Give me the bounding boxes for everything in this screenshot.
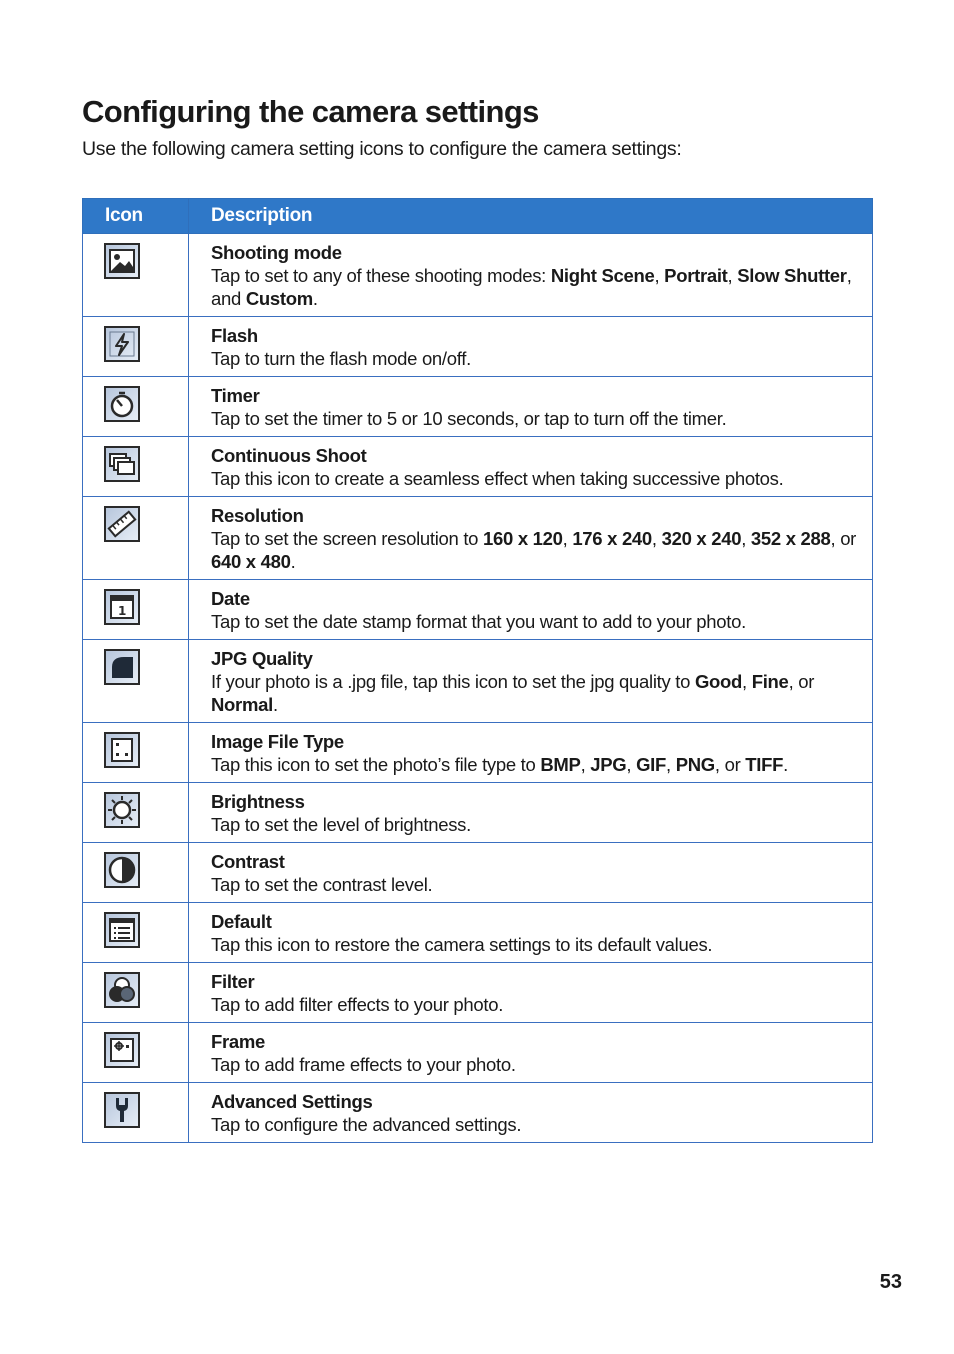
setting-description (211, 407, 862, 430)
flash-icon (104, 326, 140, 362)
svg-text:1: 1 (118, 604, 127, 618)
setting-name: Resolution (211, 505, 304, 526)
setting-name: Advanced Settings (211, 1091, 373, 1112)
description-text: If your photo is a .jpg file, tap this icon to set the jpg quality to (211, 671, 695, 692)
option-value: Custom (245, 288, 313, 309)
option-value: Good (694, 671, 743, 692)
setting-description (211, 993, 862, 1016)
description-cell (189, 317, 873, 377)
description-cell (189, 783, 873, 843)
option-value: Night Scene (550, 265, 655, 286)
description-text: Tap to set the timer to 5 or 10 seconds, or tap to turn off the timer. (211, 408, 727, 429)
description-text: Tap to set the date stamp format that you want to add to your photo. (211, 611, 746, 632)
frame-icon (104, 1032, 140, 1068)
icon-cell (83, 640, 189, 723)
setting-name: Date (211, 588, 250, 609)
description-cell (189, 1083, 873, 1143)
icon-cell (83, 497, 189, 580)
description-text: , (580, 754, 591, 775)
brightness-icon (104, 792, 140, 828)
option-value: Fine (751, 671, 789, 692)
page-number: 53 (879, 1271, 902, 1293)
setting-name: Contrast (211, 851, 285, 872)
icon-cell (83, 783, 189, 843)
option-value: 320 x 240 (661, 528, 742, 549)
description-text: , (626, 754, 637, 775)
filter-icon (104, 972, 140, 1008)
setting-description (211, 347, 862, 370)
setting-name: Timer (211, 385, 260, 406)
table-row (83, 963, 873, 1023)
description-cell (189, 437, 873, 497)
description-cell (189, 640, 873, 723)
description-text: , (742, 671, 752, 692)
setting-name: Shooting mode (211, 242, 342, 263)
camera-settings-table (82, 198, 873, 1143)
description-cell (189, 963, 873, 1023)
setting-description (211, 1113, 862, 1136)
option-value: GIF (636, 754, 667, 775)
table-row (83, 640, 873, 723)
option-value: BMP (540, 754, 581, 775)
setting-name: Default (211, 911, 272, 932)
option-value: 640 x 480 (211, 551, 291, 572)
description-text: , (741, 528, 751, 549)
description-text: , and (211, 265, 852, 309)
table-row (83, 580, 873, 640)
description-cell (189, 843, 873, 903)
description-text: , or (788, 671, 815, 692)
contrast-icon (104, 852, 140, 888)
page-intro: Use the following camera setting icons to configure the camera settings: (82, 138, 682, 160)
resolution-icon (104, 506, 140, 542)
shooting-mode-icon (104, 243, 140, 279)
description-text: . (783, 754, 788, 775)
setting-name: Flash (211, 325, 258, 346)
description-text: Tap to set to any of these shooting modes: (211, 265, 551, 286)
icon-cell (83, 1023, 189, 1083)
description-text: Tap to add filter effects to your photo. (211, 994, 504, 1015)
description-text: Tap to set the level of brightness. (211, 814, 471, 835)
icon-cell (83, 234, 189, 317)
description-text: , (654, 265, 665, 286)
table-header-row (83, 199, 873, 234)
setting-name: JPG Quality (211, 648, 313, 669)
description-text: , or (830, 528, 857, 549)
description-cell (189, 234, 873, 317)
icon-cell (83, 843, 189, 903)
date-icon (104, 589, 140, 625)
description-cell (189, 1023, 873, 1083)
table-body (83, 234, 873, 1143)
description-text: Tap to set the contrast level. (211, 874, 433, 895)
setting-name: Frame (211, 1031, 266, 1052)
table-row (83, 783, 873, 843)
option-value: JPG (590, 754, 627, 775)
column-header-description: Description (189, 199, 873, 234)
description-text: Tap to turn the flash mode on/off. (211, 348, 471, 369)
default-icon (104, 912, 140, 948)
description-text: . (290, 551, 296, 572)
table-row (83, 317, 873, 377)
icon-cell (83, 723, 189, 783)
option-value: 352 x 288 (750, 528, 831, 549)
description-text: . (312, 288, 318, 309)
image-file-type-icon (104, 732, 140, 768)
column-header-icon: Icon (83, 199, 189, 234)
setting-name: Image File Type (211, 731, 344, 752)
description-text: Tap this icon to set the photo’s file type to (211, 754, 541, 775)
description-text: Tap this icon to restore the camera settings to its default values. (211, 934, 713, 955)
option-value: Normal (211, 694, 273, 715)
table-row (83, 1023, 873, 1083)
setting-name: Continuous Shoot (211, 445, 367, 466)
icon-cell (83, 317, 189, 377)
setting-description (211, 467, 862, 490)
description-text: , (562, 528, 573, 549)
table-row (83, 377, 873, 437)
page-title: Configuring the camera settings (82, 94, 539, 129)
table-row (83, 234, 873, 317)
description-cell (189, 377, 873, 437)
setting-description (211, 610, 862, 633)
description-text: , (666, 754, 676, 775)
setting-description (211, 813, 862, 836)
table-row (83, 497, 873, 580)
icon-cell (83, 377, 189, 437)
option-value: PNG (675, 754, 715, 775)
table-row (83, 1083, 873, 1143)
option-value: Portrait (664, 265, 728, 286)
setting-name: Brightness (211, 791, 305, 812)
icon-cell (83, 963, 189, 1023)
icon-cell (83, 903, 189, 963)
description-text: , or (714, 754, 746, 775)
setting-description (211, 670, 862, 716)
setting-description (211, 527, 862, 573)
description-cell (189, 497, 873, 580)
table-row (83, 437, 873, 497)
description-text: Tap to set the screen resolution to (211, 528, 484, 549)
option-value: 176 x 240 (572, 528, 652, 549)
option-value: TIFF (745, 754, 784, 775)
description-text: Tap to add frame effects to your photo. (211, 1054, 516, 1075)
advanced-settings-icon (104, 1092, 140, 1128)
description-text: , (727, 265, 738, 286)
setting-description (211, 933, 862, 956)
setting-name: Filter (211, 971, 255, 992)
description-text: Tap to configure the advanced settings. (211, 1114, 522, 1135)
description-cell (189, 580, 873, 640)
description-text: , (651, 528, 662, 549)
table-row (83, 723, 873, 783)
description-text: . (272, 694, 278, 715)
timer-icon (104, 386, 140, 422)
table-row (83, 843, 873, 903)
icon-cell (83, 1083, 189, 1143)
setting-description (211, 1053, 862, 1076)
table-row (83, 903, 873, 963)
option-value: Slow Shutter (737, 265, 847, 286)
continuous-shoot-icon (104, 446, 140, 482)
setting-description (211, 873, 862, 896)
jpg-quality-icon (104, 649, 140, 685)
description-text: Tap this icon to create a seamless effect when taking successive photos. (211, 468, 784, 489)
description-cell (189, 903, 873, 963)
option-value: 160 x 120 (483, 528, 563, 549)
icon-cell (83, 580, 189, 640)
setting-description (211, 753, 862, 776)
setting-description (211, 264, 862, 310)
description-cell (189, 723, 873, 783)
icon-cell (83, 437, 189, 497)
